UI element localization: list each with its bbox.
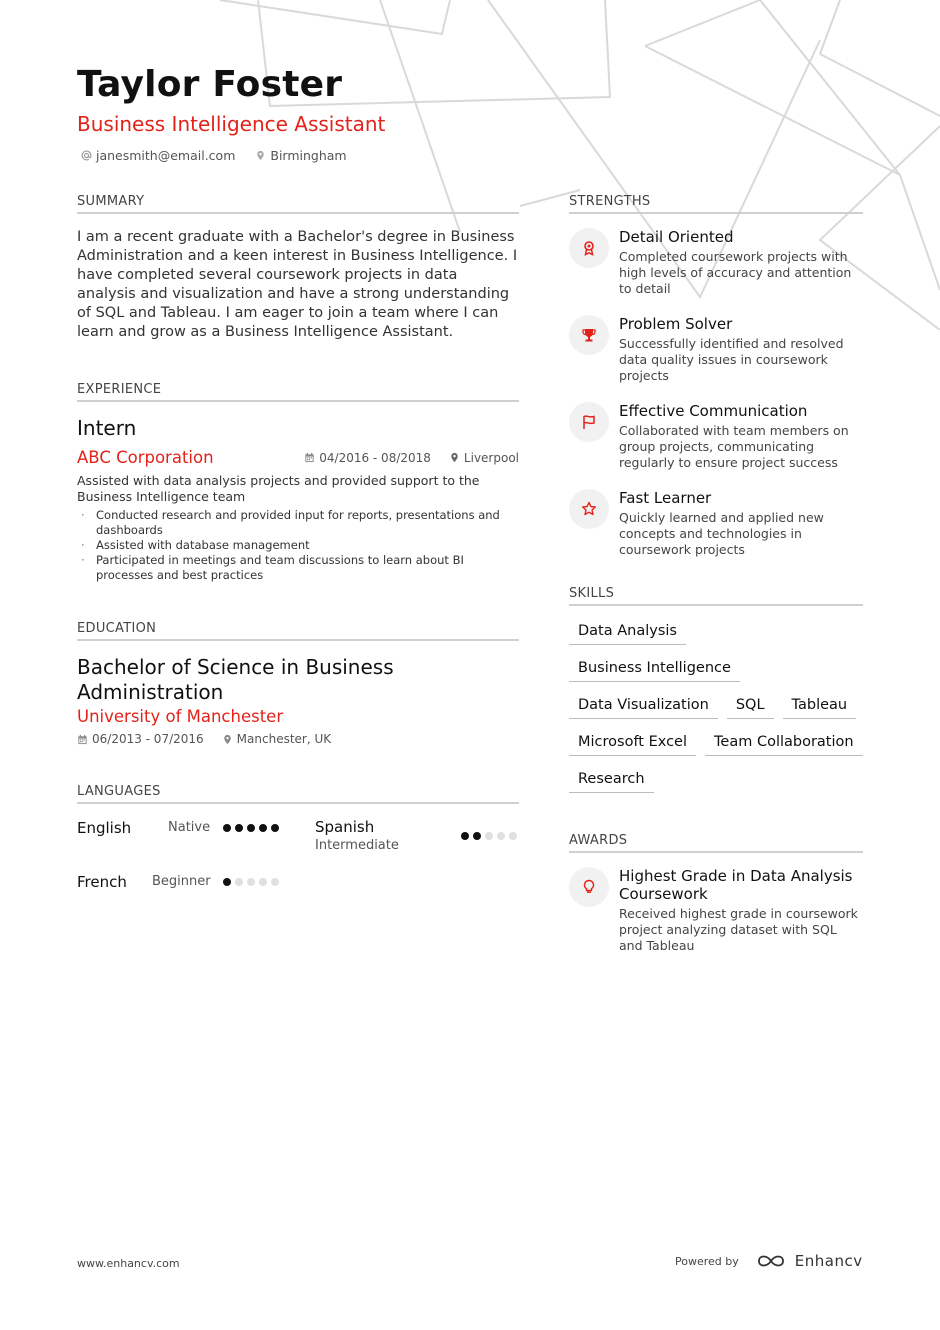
email-text: janesmith@email.com — [96, 148, 236, 163]
language-item — [77, 818, 131, 837]
language-name: English — [77, 819, 132, 837]
language-rating — [223, 878, 279, 886]
left-column — [77, 194, 519, 928]
skills-list — [569, 620, 863, 793]
languages-heading: LANGUAGES — [77, 784, 519, 804]
footer-website-link[interactable]: www.enhancv.com — [77, 1257, 180, 1270]
strength-desc: Collaborated with team members on group projects, communicating regularly to ensure project success — [619, 423, 849, 470]
strength-desc: Quickly learned and applied new concepts and technologies in coursework projects — [619, 510, 824, 557]
rating-dot — [509, 832, 517, 840]
education-dates — [77, 732, 204, 746]
summary-heading: SUMMARY — [77, 194, 519, 214]
language-level: Beginner — [152, 874, 211, 889]
skill-tag: SQL — [727, 694, 774, 719]
rating-dot — [485, 832, 493, 840]
location-pin-icon — [255, 150, 266, 161]
at-icon — [81, 150, 92, 161]
job-location-text: Liverpool — [463, 450, 519, 465]
star-icon — [581, 501, 597, 517]
location-item — [255, 148, 346, 163]
experience-heading: EXPERIENCE — [77, 382, 519, 402]
strength-title: Fast Learner — [619, 489, 712, 507]
location-text: Birmingham — [270, 148, 347, 163]
job-location — [449, 451, 519, 465]
strength-desc: Completed coursework projects with high levels of accuracy and attention to detail — [619, 249, 852, 296]
languages-list — [77, 818, 519, 928]
rating-dot — [259, 878, 267, 886]
skill-tag: Data Analysis — [569, 620, 686, 645]
calendar-icon — [77, 734, 88, 745]
award-item — [569, 867, 863, 954]
brand-logo[interactable] — [757, 1252, 863, 1270]
location-pin-icon — [222, 734, 233, 745]
degree-title: Bachelor of Science in Business Administration — [77, 655, 394, 704]
awards-list — [569, 867, 863, 954]
education-location — [222, 732, 331, 746]
right-column — [569, 194, 863, 972]
award-title: Highest Grade in Data Analysis Coursework — [619, 867, 853, 903]
rating-dot — [223, 824, 231, 832]
job-bullet: · Conducted research and provided input for reports, presentations and dashboards — [77, 508, 519, 538]
strengths-heading: STRENGTHS — [569, 194, 863, 214]
rating-dot — [473, 832, 481, 840]
powered-by-text: Powered by — [675, 1254, 739, 1268]
language-rating — [223, 824, 279, 832]
language-level: Native — [168, 820, 211, 835]
strength-desc: Successfully identified and resolved data quality issues in coursework projects — [619, 336, 844, 383]
rating-dot — [271, 824, 279, 832]
skill-tag: Tableau — [783, 694, 857, 719]
rating-dot — [461, 832, 469, 840]
education-heading: EDUCATION — [77, 621, 519, 641]
rating-dot — [247, 878, 255, 886]
strength-item — [569, 489, 863, 558]
enhancv-logo-icon — [757, 1253, 789, 1269]
rating-dot — [247, 824, 255, 832]
job-bullets — [77, 508, 519, 583]
language-item — [77, 872, 127, 891]
calendar-icon — [304, 452, 315, 463]
rating-dot — [223, 878, 231, 886]
medal-icon — [581, 240, 597, 256]
skill-tag: Business Intelligence — [569, 657, 740, 682]
language-name: Spanish — [315, 818, 375, 836]
language-name: French — [77, 873, 127, 891]
rating-dot — [259, 824, 267, 832]
job-description: Assisted with data analysis projects and provided support to the Business Intelligence team — [77, 473, 480, 504]
job-dates — [304, 451, 431, 465]
language-level: Intermediate — [315, 838, 399, 853]
trophy-icon — [581, 327, 597, 343]
strengths-list — [569, 228, 863, 558]
job-title: Intern — [77, 416, 137, 440]
strength-item — [569, 228, 863, 297]
awards-heading: AWARDS — [569, 833, 863, 853]
job-dates-text: 04/2016 - 08/2018 — [319, 450, 431, 465]
strength-item — [569, 402, 863, 471]
rating-dot — [271, 878, 279, 886]
job-bullet: · Participated in meetings and team discussions to learn about BI processes and best practices — [77, 553, 519, 583]
location-pin-icon — [449, 452, 460, 463]
footer-branding — [675, 1252, 863, 1270]
skills-heading: SKILLS — [569, 586, 863, 606]
strength-title: Effective Communication — [619, 402, 808, 420]
skill-tag: Data Visualization — [569, 694, 718, 719]
skill-tag: Microsoft Excel — [569, 731, 696, 756]
strength-title: Problem Solver — [619, 315, 733, 333]
award-desc: Received highest grade in coursework project analyzing dataset with SQL and Tableau — [619, 906, 858, 953]
language-rating — [461, 832, 517, 840]
candidate-name: Taylor Foster — [77, 64, 343, 105]
skill-tag: Research — [569, 768, 654, 793]
contact-info — [81, 148, 347, 163]
skill-tag: Team Collaboration — [705, 731, 863, 756]
education-location-text: Manchester, UK — [236, 732, 332, 746]
rating-dot — [235, 824, 243, 832]
flag-icon — [581, 414, 597, 430]
rating-dot — [235, 878, 243, 886]
experience-entry — [77, 416, 519, 583]
school-name: University of Manchester — [77, 707, 284, 726]
job-bullet: · Assisted with database management — [77, 538, 519, 553]
candidate-title: Business Intelligence Assistant — [77, 112, 386, 136]
summary-text: I am a recent graduate with a Bachelor's degree in Business Administration and a keen interest in Business Intelligence. I have completed several coursework projects in data analysis and visualization and have a strong understanding of SQL and Tableau. I am eager to join a team where I can learn and grow as a Business Intelligence Assistant. — [77, 229, 518, 340]
education-dates-text: 06/2013 - 07/2016 — [92, 732, 204, 746]
education-entry — [77, 655, 519, 746]
company-name: ABC Corporation — [77, 448, 214, 467]
strength-title: Detail Oriented — [619, 228, 734, 246]
strength-item — [569, 315, 863, 384]
brand-name: Enhancv — [794, 1252, 863, 1270]
email-item[interactable] — [81, 148, 235, 163]
language-item — [315, 818, 399, 853]
lightbulb-icon — [581, 879, 597, 895]
rating-dot — [497, 832, 505, 840]
